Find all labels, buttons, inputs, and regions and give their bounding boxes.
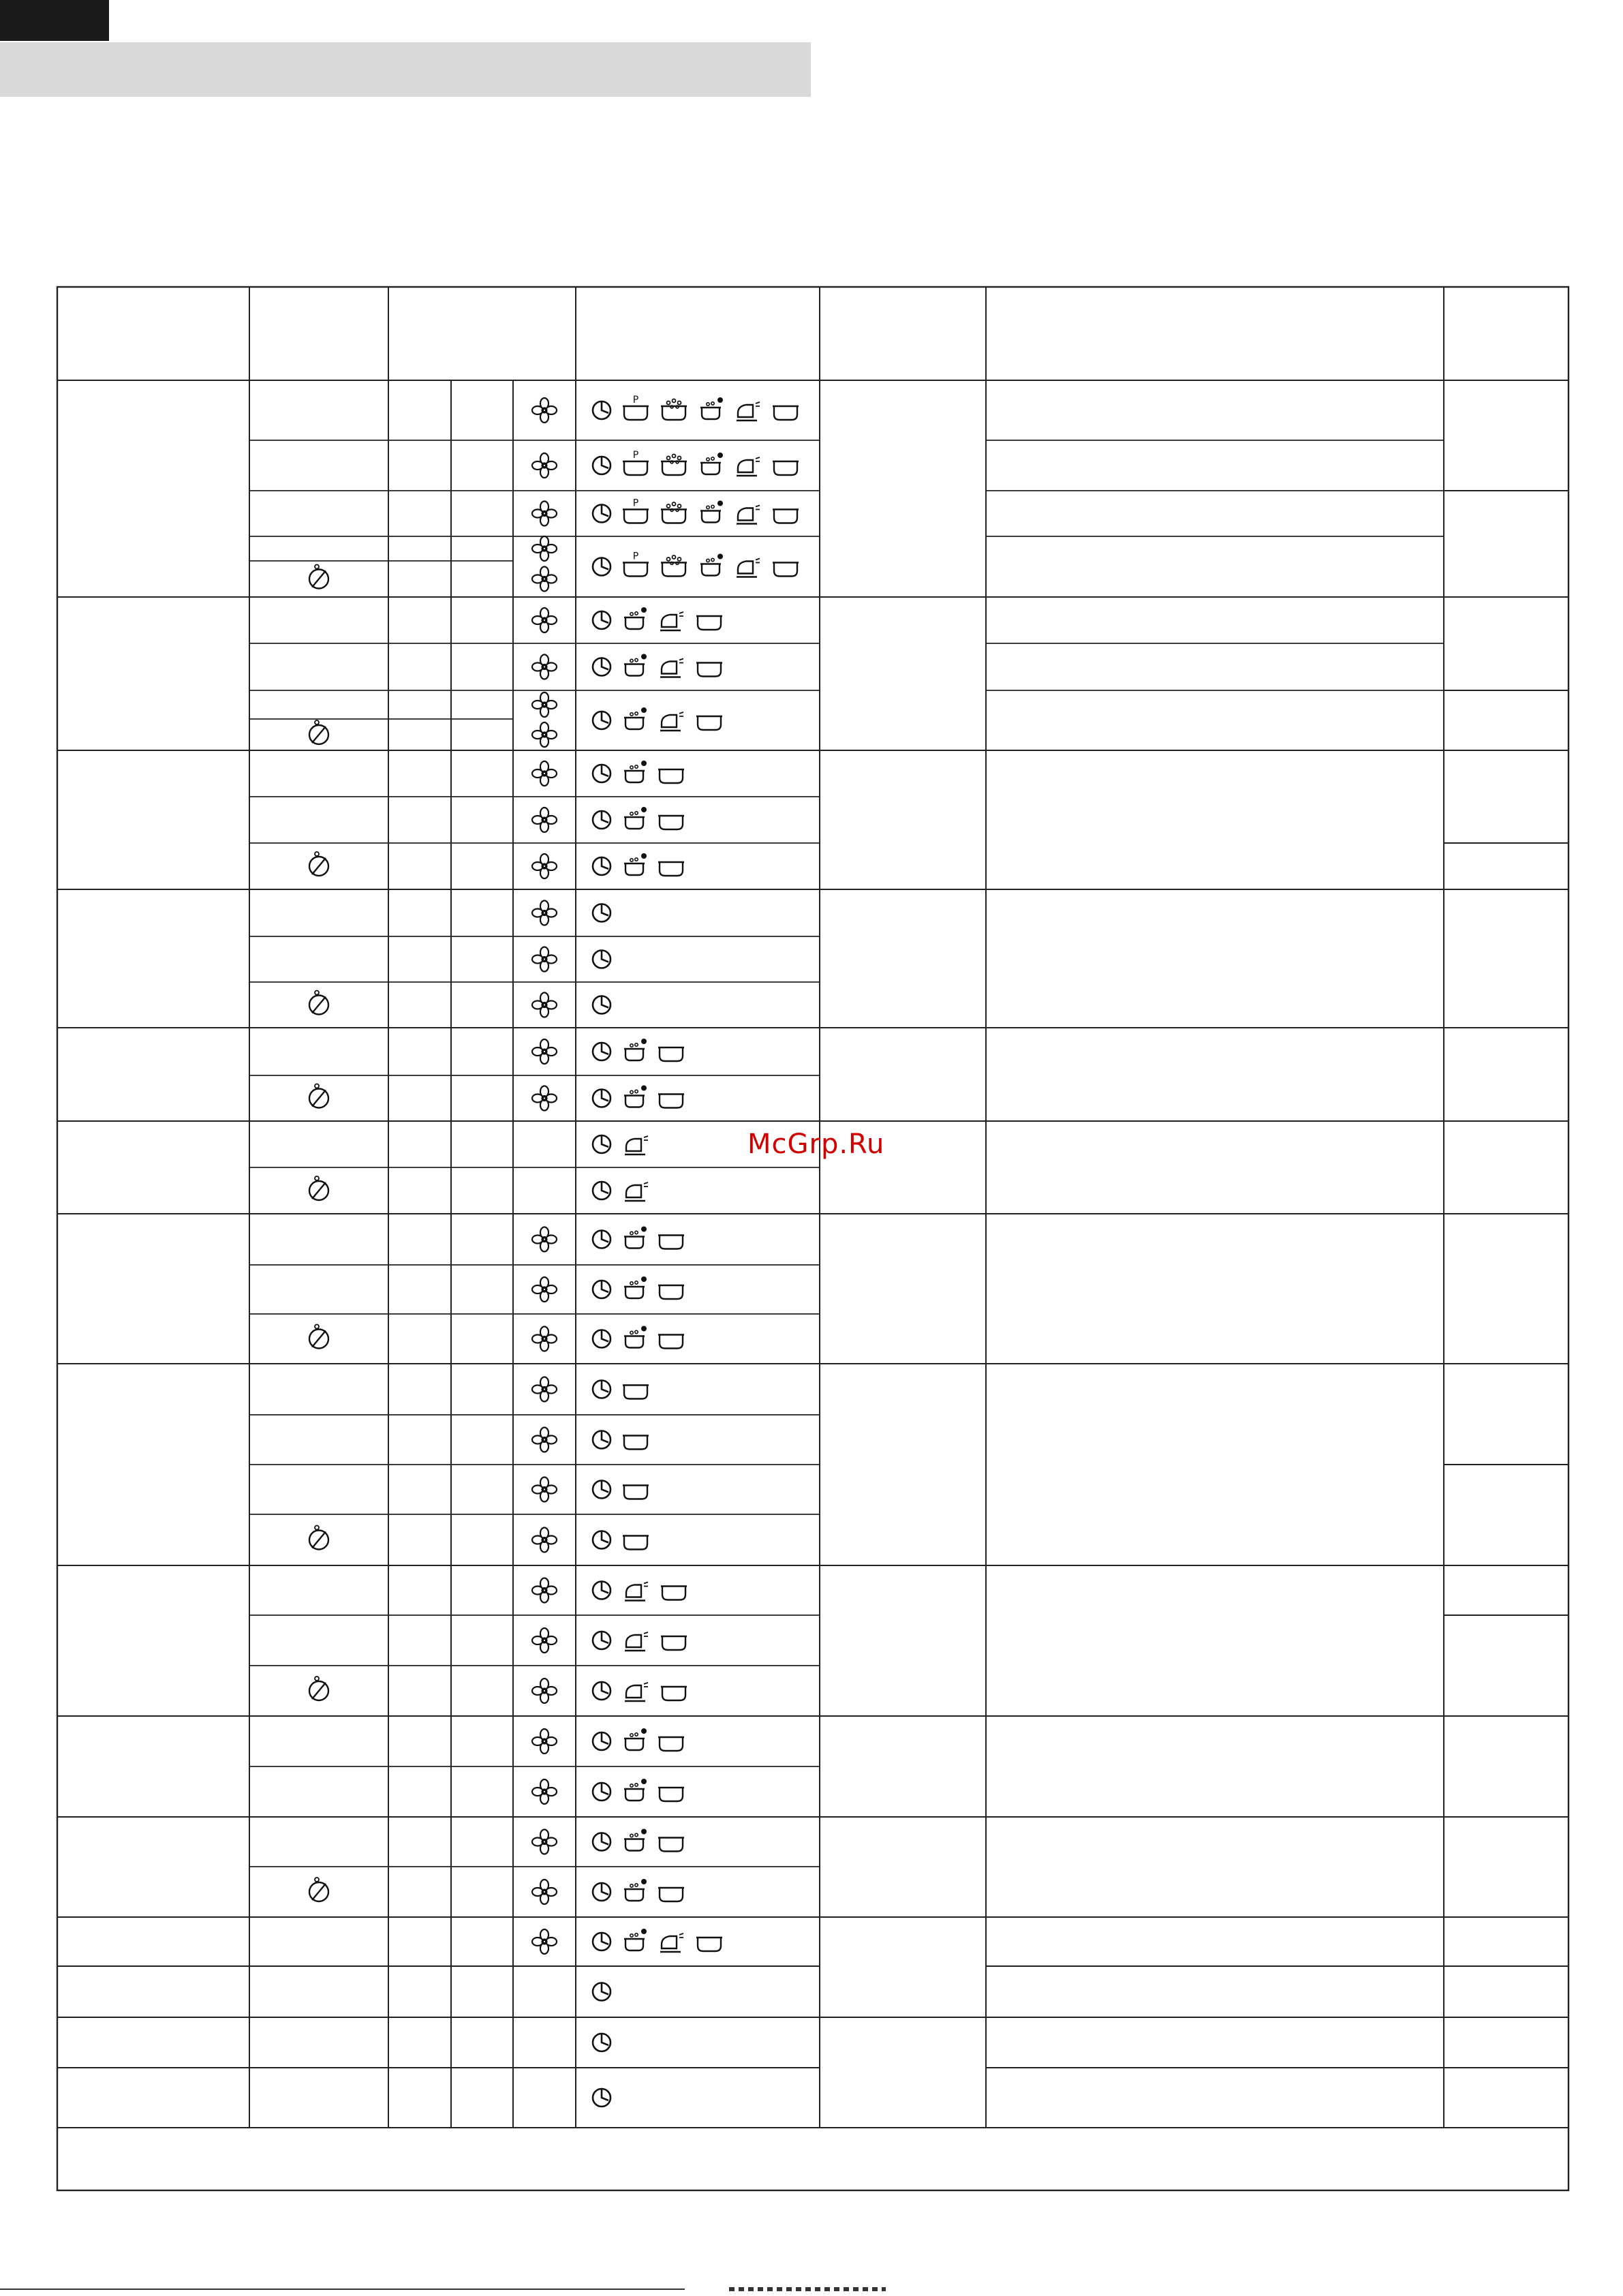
extra-rinse-icon-1-0-3 xyxy=(696,616,722,630)
fan-icon-1-0 xyxy=(532,608,557,632)
timer-icon-14-0-0 xyxy=(593,2089,610,2107)
fan-icon-7-3 xyxy=(532,1528,557,1552)
easy-iron-icon-0-3-4 xyxy=(737,559,760,577)
timer-icon-7-1-0 xyxy=(593,1431,610,1449)
prewash-icon-0-1-1 xyxy=(623,450,649,475)
footer-marks xyxy=(729,2287,886,2291)
extra-rinse-icon-1-1-3 xyxy=(696,663,722,677)
extra-rinse-icon-7-3-1 xyxy=(623,1536,649,1550)
timer-icon-12-0-0 xyxy=(593,1983,610,2001)
timer-icon-4-1-0 xyxy=(593,1090,610,1107)
stain-icon-10-1-1 xyxy=(624,1879,647,1901)
extra-rinse-icon-2-1-2 xyxy=(658,816,684,829)
stain-icon-0-0-3 xyxy=(700,397,723,419)
extra-rinse-icon-6-1-2 xyxy=(658,1285,684,1299)
easy-iron-icon-5-0-1 xyxy=(625,1136,648,1154)
stain-icon-9-1-1 xyxy=(624,1779,647,1801)
no-spin-icon-10-1 xyxy=(309,1878,328,1901)
stain-icon-0-2-3 xyxy=(700,501,723,523)
intensive-wash-icon-0-1-2 xyxy=(661,455,687,476)
easy-iron-icon-11-0-2 xyxy=(660,1933,683,1952)
no-spin-icon-7-3 xyxy=(309,1526,328,1550)
extra-rinse-icon-9-1-2 xyxy=(658,1788,684,1801)
timer-icon-13-0-0 xyxy=(593,2034,610,2051)
easy-iron-icon-0-0-4 xyxy=(737,402,760,420)
timer-icon-10-0-0 xyxy=(593,1833,610,1851)
timer-icon-0-3-0 xyxy=(593,558,610,576)
fan-icon-8-2 xyxy=(532,1679,557,1703)
timer-icon-6-0-0 xyxy=(593,1231,610,1249)
extra-rinse-icon-10-1-2 xyxy=(658,1888,684,1901)
no-spin-icon-8-2 xyxy=(309,1677,328,1700)
stain-icon-6-2-1 xyxy=(624,1326,647,1348)
timer-icon-5-1-0 xyxy=(593,1182,610,1199)
fan-icon-0-2 xyxy=(532,502,557,526)
fan-icon-8-0 xyxy=(532,1578,557,1603)
extra-rinse-icon-6-0-2 xyxy=(658,1236,684,1249)
fan-icon-10-0 xyxy=(532,1830,557,1854)
stain-icon-1-1-1 xyxy=(624,654,647,676)
timer-icon-10-1-0 xyxy=(593,1883,610,1901)
timer-icon-4-0-0 xyxy=(593,1043,610,1060)
easy-iron-icon-5-1-1 xyxy=(625,1182,648,1201)
timer-icon-2-0-0 xyxy=(593,765,610,782)
stain-icon-4-1-1 xyxy=(624,1086,647,1107)
fan-icon-3-2 xyxy=(532,993,557,1017)
extra-rinse-icon-10-0-2 xyxy=(658,1838,684,1852)
fan-icon-6-1 xyxy=(532,1277,557,1302)
intensive-wash-icon-0-2-2 xyxy=(661,502,687,523)
extra-rinse-icon-7-1-1 xyxy=(623,1436,649,1450)
timer-icon-9-0-0 xyxy=(593,1732,610,1750)
fan-icon-0-1 xyxy=(532,453,557,478)
fan-icon-9-0 xyxy=(532,1729,557,1754)
fan-icon-0-4 xyxy=(532,567,557,592)
timer-icon-7-0-0 xyxy=(593,1381,610,1398)
timer-icon-6-1-0 xyxy=(593,1281,610,1298)
easy-iron-icon-8-0-1 xyxy=(625,1582,648,1601)
extra-rinse-icon-8-0-2 xyxy=(661,1587,687,1600)
extra-rinse-icon-11-0-3 xyxy=(696,1938,722,1951)
fan-icon-7-2 xyxy=(532,1478,557,1502)
extra-rinse-icon-7-2-1 xyxy=(623,1486,649,1499)
footer-line xyxy=(0,2289,685,2290)
extra-rinse-icon-2-2-2 xyxy=(658,862,684,876)
stain-icon-2-2-1 xyxy=(624,853,647,875)
stain-icon-4-0-1 xyxy=(624,1039,647,1060)
stain-icon-0-3-3 xyxy=(700,554,723,576)
fan-icon-0-3 xyxy=(532,536,557,561)
fan-icon-1-3 xyxy=(532,722,557,747)
fan-icon-4-1 xyxy=(532,1086,557,1111)
stain-icon-2-1-1 xyxy=(624,807,647,829)
fan-icon-8-1 xyxy=(532,1628,557,1653)
stain-icon-11-0-1 xyxy=(624,1929,647,1950)
timer-icon-2-2-0 xyxy=(593,857,610,875)
easy-iron-icon-0-2-4 xyxy=(737,506,760,524)
stain-icon-6-1-1 xyxy=(624,1276,647,1298)
timer-icon-9-1-0 xyxy=(593,1783,610,1801)
easy-iron-icon-0-1-4 xyxy=(737,457,760,476)
table-frame xyxy=(57,287,1568,2190)
prewash-icon-0-3-1 xyxy=(623,551,649,577)
stain-icon-9-0-1 xyxy=(624,1728,647,1750)
watermark: McGrp.Ru xyxy=(747,1129,885,1160)
no-spin-icon-4-1 xyxy=(309,1084,328,1108)
fan-icon-11-0 xyxy=(532,1929,557,1954)
timer-icon-7-2-0 xyxy=(593,1481,610,1499)
stain-icon-10-0-1 xyxy=(624,1829,647,1851)
easy-iron-icon-1-2-2 xyxy=(660,712,683,731)
extra-rinse-icon-0-2-5 xyxy=(773,510,799,523)
timer-icon-8-2-0 xyxy=(593,1682,610,1700)
stain-icon-2-0-1 xyxy=(624,761,647,782)
no-spin-icon-3-2 xyxy=(309,991,328,1015)
timer-icon-2-1-0 xyxy=(593,811,610,829)
extra-rinse-icon-7-0-1 xyxy=(623,1386,649,1399)
timer-icon-8-1-0 xyxy=(593,1632,610,1649)
extra-rinse-icon-8-2-2 xyxy=(661,1687,687,1700)
extra-rinse-icon-4-0-2 xyxy=(658,1047,684,1061)
no-spin-icon-5-1 xyxy=(309,1176,328,1200)
timer-icon-7-3-0 xyxy=(593,1531,610,1549)
fan-icon-4-0 xyxy=(532,1039,557,1064)
fan-icon-1-2 xyxy=(532,692,557,717)
timer-icon-8-0-0 xyxy=(593,1582,610,1599)
no-spin-icon-2-2 xyxy=(309,852,328,876)
easy-iron-icon-1-0-2 xyxy=(660,612,683,630)
timer-icon-5-0-0 xyxy=(593,1135,610,1153)
extra-rinse-icon-0-3-5 xyxy=(773,563,799,577)
stain-icon-1-2-1 xyxy=(624,707,647,729)
extra-rinse-icon-6-2-2 xyxy=(658,1335,684,1349)
prewash-icon-0-0-1 xyxy=(623,395,649,420)
easy-iron-icon-1-1-2 xyxy=(660,659,683,677)
extra-rinse-icon-0-0-5 xyxy=(773,406,799,420)
stain-icon-0-1-3 xyxy=(700,453,723,474)
extra-rinse-icon-8-1-2 xyxy=(661,1636,687,1650)
extra-rinse-icon-2-0-2 xyxy=(658,769,684,783)
timer-icon-3-0-0 xyxy=(593,904,610,922)
stain-icon-1-0-1 xyxy=(624,607,647,629)
timer-icon-1-2-0 xyxy=(593,711,610,729)
intensive-wash-icon-0-0-2 xyxy=(661,399,687,420)
timer-icon-3-1-0 xyxy=(593,951,610,968)
prewash-icon-0-2-1 xyxy=(623,498,649,523)
fan-icon-2-0 xyxy=(532,761,557,786)
no-spin-icon-6-2 xyxy=(309,1325,328,1349)
timer-icon-11-0-0 xyxy=(593,1933,610,1950)
extra-rinse-icon-9-0-2 xyxy=(658,1737,684,1751)
fan-icon-2-1 xyxy=(532,808,557,832)
no-spin-icon-0-4 xyxy=(309,565,328,589)
easy-iron-icon-8-1-1 xyxy=(625,1632,648,1651)
timer-icon-6-2-0 xyxy=(593,1330,610,1348)
extra-rinse-icon-1-2-3 xyxy=(696,716,722,730)
no-spin-icon-1-3 xyxy=(309,720,328,744)
timer-icon-0-1-0 xyxy=(593,457,610,474)
fan-icon-2-2 xyxy=(532,854,557,878)
fan-icon-7-0 xyxy=(532,1377,557,1402)
fan-icon-0-0 xyxy=(532,398,557,423)
extra-rinse-icon-4-1-2 xyxy=(658,1095,684,1108)
timer-icon-0-0-0 xyxy=(593,401,610,419)
intensive-wash-icon-0-3-2 xyxy=(661,555,687,577)
fan-icon-1-1 xyxy=(532,655,557,679)
fan-icon-3-0 xyxy=(532,901,557,925)
easy-iron-icon-8-2-1 xyxy=(625,1683,648,1701)
extra-rinse-icon-0-1-5 xyxy=(773,461,799,475)
fan-icon-7-1 xyxy=(532,1428,557,1452)
stain-icon-6-0-1 xyxy=(624,1227,647,1249)
timer-icon-0-2-0 xyxy=(593,505,610,523)
fan-icon-6-0 xyxy=(532,1227,557,1252)
fan-icon-10-1 xyxy=(532,1880,557,1904)
timer-icon-1-1-0 xyxy=(593,658,610,676)
fan-icon-3-1 xyxy=(532,947,557,972)
fan-icon-9-1 xyxy=(532,1779,557,1804)
timer-icon-1-0-0 xyxy=(593,611,610,629)
timer-icon-3-2-0 xyxy=(593,996,610,1014)
fan-icon-6-2 xyxy=(532,1327,557,1351)
